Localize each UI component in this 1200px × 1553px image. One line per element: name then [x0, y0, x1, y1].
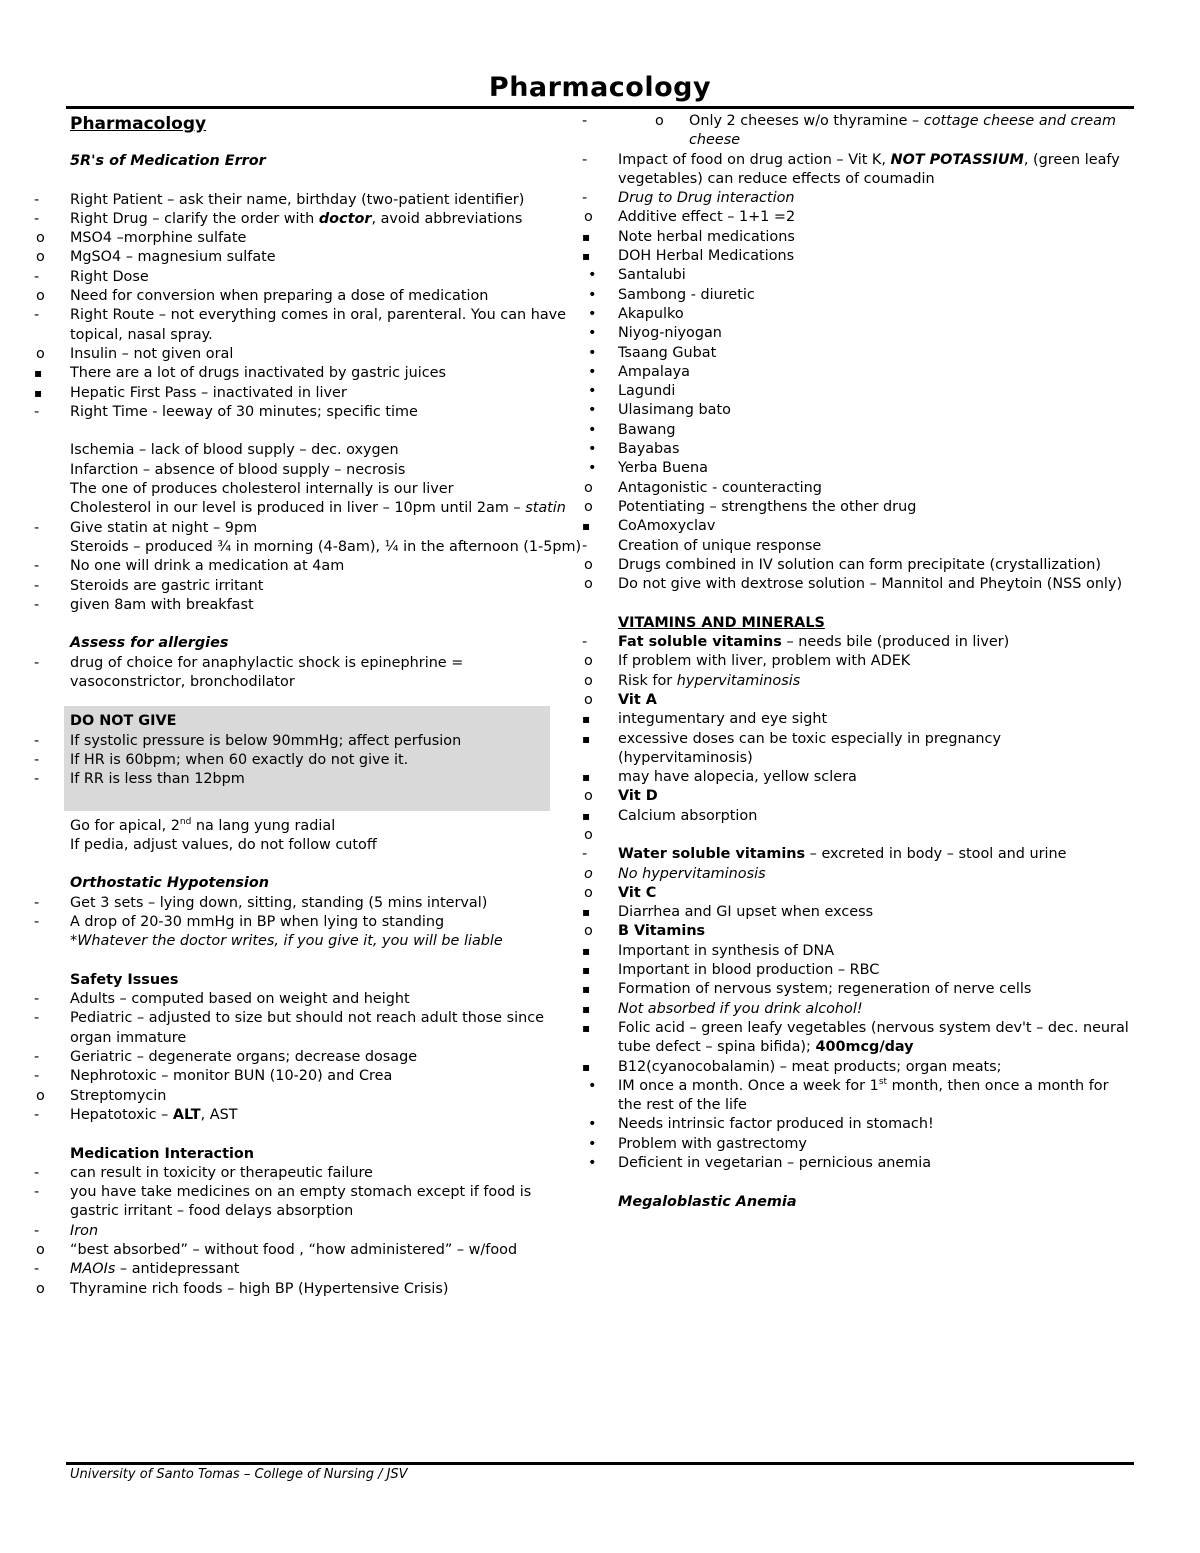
- list-item: ▪ Diarrhea and GI upset when excess: [618, 903, 1134, 922]
- list-item: - Fat soluble vitamins – needs bile (produced in liver) o If problem with liver, problem with ADEK o Risk for hypervitaminosis o Vit A ▪ integumentary and eye sight ▪ excessive doses can be toxic especially in pregnancy (hypervitaminosis) ▪ may have alopecia, yellow sclera o Vit D ▪ Calcium absorption o: [618, 633, 1134, 845]
- list-item: o Need for conversion when preparing a dose of medication: [70, 287, 582, 306]
- list-item: o Vit D ▪ Calcium absorption: [618, 787, 1134, 826]
- list-item: - Creation of unique response o Drugs combined in IV solution can form precipitate (crystallization) o Do not give with dextrose solution – Mannitol and Pheytoin (NSS only): [618, 537, 1134, 595]
- list-item: - Iron o “best absorbed” – without food , “how administered” – w/food: [70, 1222, 582, 1261]
- list-item: - Hepatotoxic – ALT, AST: [70, 1106, 582, 1125]
- list-item: - can result in toxicity or therapeutic failure: [70, 1164, 582, 1183]
- list-item: ▪ B12(cyanocobalamin) – meat products; organ meats; • IM once a month. Once a week for 1st month, then once a month for the rest of the life • Needs intrinsic factor produced in stomach! • Problem with gastrectomy • Deficient in vegetarian – pernicious anemia: [618, 1058, 1134, 1174]
- note-line: Ischemia – lack of blood supply – dec. oxygen: [70, 442, 399, 459]
- list-item: - you have take medicines on an empty stomach except if food is gastric irritant – food delays absorption: [70, 1183, 582, 1222]
- do-not-give-heading: DO NOT GIVE: [70, 713, 177, 730]
- list-item: ▪ excessive doses can be toxic especially in pregnancy (hypervitaminosis): [618, 730, 1134, 769]
- header-rule: [66, 106, 1134, 109]
- list-item: - Get 3 sets – lying down, sitting, standing (5 mins interval): [70, 894, 582, 913]
- list-item: - Nephrotoxic – monitor BUN (10-20) and Crea o Streptomycin: [70, 1067, 582, 1106]
- page-footer: University of Santo Tomas – College of Nursing / JSV: [70, 1467, 408, 1482]
- list-item: o Antagonistic - counteracting: [618, 479, 1134, 498]
- list-item: - Adults – computed based on weight and height: [70, 990, 582, 1009]
- list-item: - Pediatric – adjusted to size but should not reach adult those since organ immature: [70, 1009, 582, 1048]
- list-item: - Right Time - leeway of 30 minutes; specific time: [70, 403, 582, 422]
- list-item: - No one will drink a medication at 4am: [70, 557, 582, 576]
- list-item: ▪ integumentary and eye sight: [618, 710, 1134, 729]
- section-heading: Pharmacology: [70, 114, 207, 134]
- herb-item: • Lagundi: [618, 382, 1134, 401]
- note-line: Cholesterol in our level is produced in liver – 10pm until 2am – statin: [70, 500, 566, 517]
- herb-item: • Ampalaya: [618, 363, 1134, 382]
- list-item: - If RR is less than 12bpm: [70, 770, 544, 789]
- list-item: - If HR is 60bpm; when 60 exactly do not give it.: [70, 751, 544, 770]
- herb-item: • Tsaang Gubat: [618, 344, 1134, 363]
- list-item: o Potentiating – strengthens the other drug ▪ CoAmoxyclav: [618, 498, 1134, 537]
- vitamins-heading: VITAMINS AND MINERALS: [618, 614, 825, 631]
- list-item: o B Vitamins ▪ Important in synthesis of DNA ▪ Important in blood production – RBC ▪ Formation of nervous system; regeneration of nerve cells ▪ Not absorbed if you drink alcohol! ▪ Folic acid – green leafy vegetables (nervous system dev't – dec. neural tube defect – spina bifida); 400mcg/day ▪ B12(cyanocobalamin) – meat products; organ meats; • IM once a month. Once a week for 1st month, then once a month for the rest of the life • Needs intrinsic factor produced in stomach! • Problem with gastrectomy • Deficient in vegetarian – pernicious anemia: [618, 922, 1134, 1173]
- herb-item: • Ulasimang bato: [618, 401, 1134, 420]
- do-not-give-box: [64, 706, 550, 810]
- list-item: - MAOIs – antidepressant o Thyramine rich foods – high BP (Hypertensive Crisis): [70, 1260, 582, 1299]
- list-item: - drug of choice for anaphylactic shock is epinephrine = vasoconstrictor, bronchodilator: [70, 654, 582, 693]
- list-item: - Water soluble vitamins – excreted in body – stool and urine o No hypervitaminosis o Vit C ▪ Diarrhea and GI upset when excess o B Vitamins ▪ Important in synthesis of DNA ▪ Important in blood production – RBC ▪ Formation of nervous system; regeneration of nerve cells ▪ Not absorbed if you drink alcohol! ▪ Folic acid – green leafy vegetables (nervous system dev't – dec. neural tube defect – spina bifida); 400mcg/day ▪ B12(cyanocobalamin) – meat products; organ meats; • IM once a month. Once a week for 1st month, then once a month for the rest of the life • Needs intrinsic factor produced in stomach! • Problem with gastrectomy • Deficient in vegetarian – pernicious anemia: [618, 845, 1134, 1173]
- list-item: - Right Drug – clarify the order with doctor, avoid abbreviations o MSO4 –morphine sulfate o MgSO4 – magnesium sulfate: [70, 210, 582, 268]
- megaloblastic-heading: Megaloblastic Anemia: [618, 1193, 797, 1210]
- list-item: ▪ Folic acid – green leafy vegetables (nervous system dev't – dec. neural tube defect – spina bifida); 400mcg/day: [618, 1019, 1134, 1058]
- list-item: - Steroids are gastric irritant: [70, 577, 582, 596]
- herb-item: • Bawang: [618, 421, 1134, 440]
- list-item: • Needs intrinsic factor produced in stomach!: [618, 1115, 1134, 1134]
- left-column: [70, 112, 582, 1299]
- list-item: - If systolic pressure is below 90mmHg; affect perfusion: [70, 732, 544, 751]
- list-item: o Drugs combined in IV solution can form precipitate (crystallization): [618, 556, 1134, 575]
- list-item: ▪ Note herbal medications: [618, 228, 1134, 247]
- list-item: [618, 826, 1134, 845]
- footer-rule: [66, 1462, 1134, 1465]
- list-item: o Thyramine rich foods – high BP (Hypertensive Crisis): [70, 1280, 582, 1299]
- list-item: o Additive effect – 1+1 =2 ▪ Note herbal medications ▪ DOH Herbal Medications • Santalubi • Sambong - diuretic • Akapulko • Niyog-niyogan • Tsaang Gubat • Ampalaya • Lagundi • Ulasimang bato • Bawang • Bayabas • Yerba Buena: [618, 208, 1134, 478]
- list-item: ▪ DOH Herbal Medications • Santalubi • Sambong - diuretic • Akapulko • Niyog-niyogan • Tsaang Gubat • Ampalaya • Lagundi • Ulasimang bato • Bawang • Bayabas • Yerba Buena: [618, 247, 1134, 479]
- five-rs-list: [70, 191, 582, 423]
- orthostatic-heading: Orthostatic Hypotension: [70, 875, 269, 892]
- herb-item: • Santalubi: [618, 266, 1134, 285]
- list-item: ▪ CoAmoxyclav: [618, 517, 1134, 536]
- list-item: o Vit C ▪ Diarrhea and GI upset when excess: [618, 884, 1134, 923]
- list-item: - Drug to Drug interaction o Additive effect – 1+1 =2 ▪ Note herbal medications ▪ DOH Herbal Medications • Santalubi • Sambong - diuretic • Akapulko • Niyog-niyogan • Tsaang Gubat • Ampalaya • Lagundi • Ulasimang bato • Bawang • Bayabas • Yerba Buena o Antagonistic - counteracting o Potentiating – strengthens the other drug ▪ CoAmoxyclav: [618, 189, 1134, 536]
- herb-item: • Niyog-niyogan: [618, 324, 1134, 343]
- list-item: ▪ Formation of nervous system; regeneration of nerve cells: [618, 980, 1134, 999]
- note-line: *Whatever the doctor writes, if you give it, you will be liable: [70, 933, 503, 950]
- five-rs-heading: 5R's of Medication Error: [70, 153, 266, 169]
- list-item: o MSO4 –morphine sulfate: [70, 229, 582, 248]
- list-item: • Problem with gastrectomy: [618, 1135, 1134, 1154]
- herb-item: • Yerba Buena: [618, 459, 1134, 478]
- interaction-heading: Medication Interaction: [70, 1145, 255, 1162]
- list-item: o If problem with liver, problem with ADEK: [618, 652, 1134, 671]
- allergies-heading: Assess for allergies: [70, 635, 229, 652]
- list-item: • IM once a month. Once a week for 1st month, then once a month for the rest of the life: [618, 1077, 1134, 1116]
- list-item: - Impact of food on drug action – Vit K, NOT POTASSIUM, (green leafy vegetables) can reduce effects of coumadin: [618, 151, 1134, 190]
- list-item: ▪ Calcium absorption: [618, 807, 1134, 826]
- list-item: ▪ Important in blood production – RBC: [618, 961, 1134, 980]
- list-item: o Vit A ▪ integumentary and eye sight ▪ excessive doses can be toxic especially in pregnancy (hypervitaminosis) ▪ may have alopecia, yellow sclera: [618, 691, 1134, 787]
- herb-list: [618, 266, 1134, 478]
- list-item: o Risk for hypervitaminosis: [618, 672, 1134, 691]
- herb-item: • Sambong - diuretic: [618, 286, 1134, 305]
- note-line: The one of produces cholesterol internally is our liver: [70, 481, 454, 498]
- list-item: o Do not give with dextrose solution – Mannitol and Pheytoin (NSS only): [618, 575, 1134, 594]
- list-item: - given 8am with breakfast: [70, 596, 582, 615]
- list-item: o No hypervitaminosis: [618, 865, 1134, 884]
- list-item: - Right Dose o Need for conversion when preparing a dose of medication: [70, 268, 582, 307]
- list-item: - Right Patient – ask their name, birthday (two-patient identifier): [70, 191, 582, 210]
- list-item: o - Only 2 cheeses w/o thyramine – cottage cheese and cream cheese: [689, 112, 1134, 151]
- list-item: - A drop of 20-30 mmHg in BP when lying to standing: [70, 913, 582, 932]
- herb-item: • Akapulko: [618, 305, 1134, 324]
- list-item: ▪ There are a lot of drugs inactivated by gastric juices: [70, 364, 582, 383]
- list-item: • Deficient in vegetarian – pernicious anemia: [618, 1154, 1134, 1173]
- note-line: Infarction – absence of blood supply – necrosis: [70, 461, 406, 478]
- list-item: ▪ may have alopecia, yellow sclera: [618, 768, 1134, 787]
- list-item: ▪ Hepatic First Pass – inactivated in liver: [70, 384, 582, 403]
- list-item: - Geriatric – degenerate organs; decrease dosage: [70, 1048, 582, 1067]
- list-item: ▪ Important in synthesis of DNA: [618, 942, 1134, 961]
- note-line: Go for apical, 2nd na lang yung radial: [70, 816, 336, 834]
- list-item: o Streptomycin: [70, 1087, 582, 1106]
- list-item: o Insulin – not given oral ▪ There are a lot of drugs inactivated by gastric juices ▪ Hepatic First Pass – inactivated in liver: [70, 345, 582, 403]
- list-item: o MgSO4 – magnesium sulfate: [70, 248, 582, 267]
- list-item: o “best absorbed” – without food , “how administered” – w/food: [70, 1241, 582, 1260]
- note-line: If pedia, adjust values, do not follow cutoff: [70, 836, 377, 853]
- note-line: Steroids – produced ¾ in morning (4-8am), ¼ in the afternoon (1-5pm): [70, 538, 582, 555]
- right-column: [618, 112, 1134, 1212]
- list-item: - Right Route – not everything comes in oral, parenteral. You can have topical, nasal spray. o Insulin – not given oral ▪ There are a lot of drugs inactivated by gastric juices ▪ Hepatic First Pass – inactivated in liver: [70, 306, 582, 402]
- page-title: Pharmacology: [488, 72, 712, 103]
- list-item: - Give statin at night – 9pm: [70, 519, 582, 538]
- safety-heading: Safety Issues: [70, 971, 179, 988]
- list-item: ▪ Not absorbed if you drink alcohol!: [618, 1000, 1134, 1019]
- herb-item: • Bayabas: [618, 440, 1134, 459]
